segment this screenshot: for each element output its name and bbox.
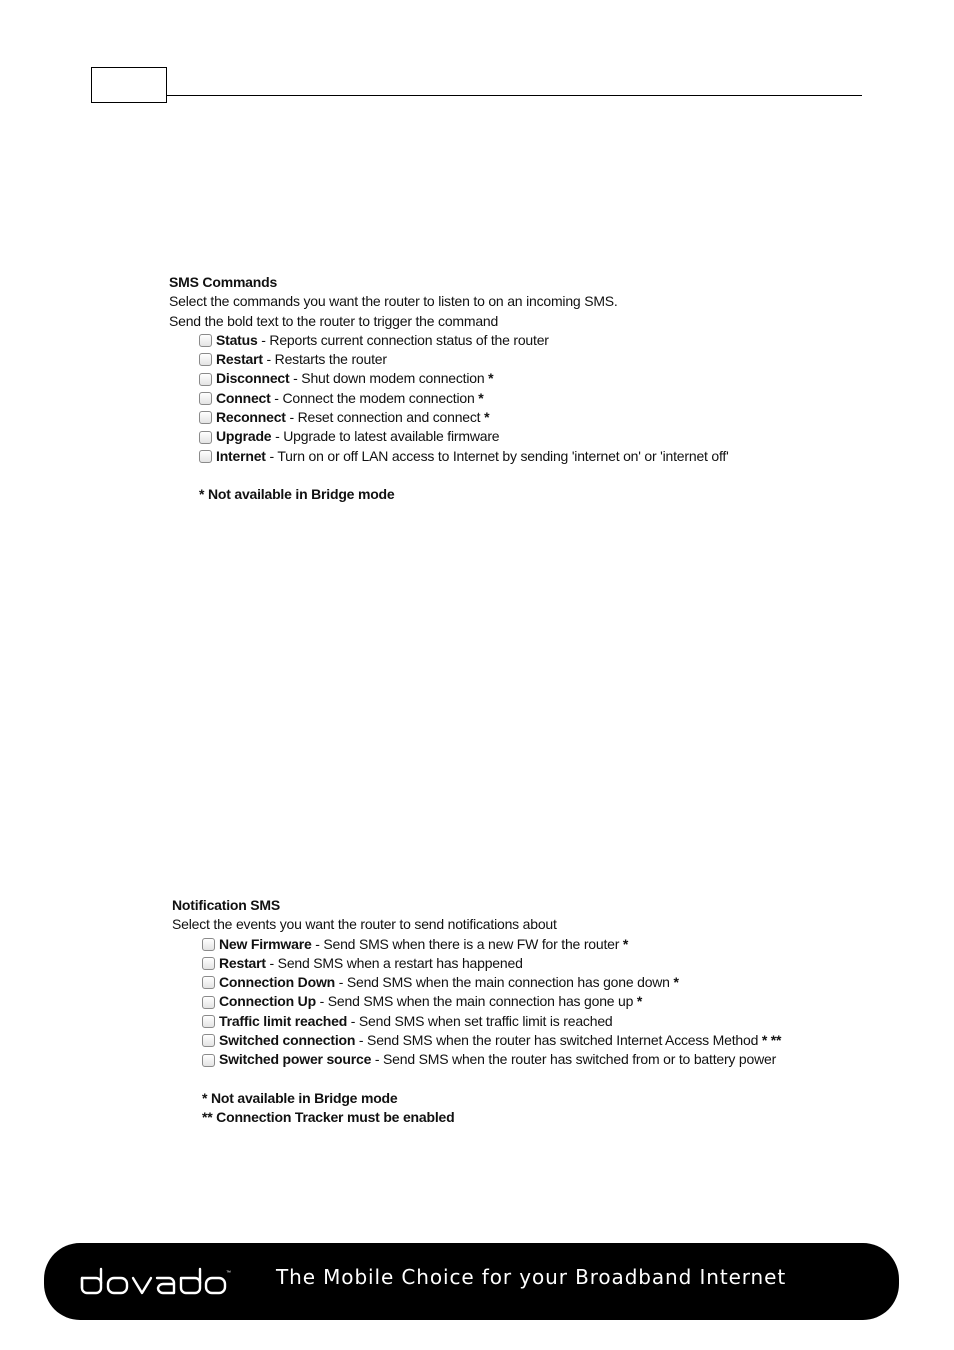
traffic-limit-checkbox[interactable] bbox=[202, 1015, 215, 1028]
notification-options-list bbox=[172, 935, 781, 1070]
disconnect-checkbox[interactable] bbox=[199, 373, 212, 386]
section-title: SMS Commands bbox=[169, 274, 278, 290]
option-description: - Reset connection and connect bbox=[285, 409, 485, 426]
notification-option-connection-up bbox=[202, 992, 781, 1011]
option-description: - Send SMS when set traffic limit is reached bbox=[347, 1012, 613, 1029]
option-name: Connect bbox=[216, 389, 271, 406]
status-checkbox[interactable] bbox=[199, 334, 212, 347]
connection-down-checkbox[interactable] bbox=[202, 976, 215, 989]
tagline: The Mobile Choice for your Broadband Internet bbox=[276, 1265, 787, 1289]
option-footnote-mark: * bbox=[488, 370, 494, 387]
new-firmware-checkbox[interactable] bbox=[202, 938, 215, 951]
command-option-connect bbox=[199, 389, 729, 408]
notification-option-switched-connection bbox=[202, 1031, 781, 1050]
option-description: - Send SMS when the main connection has gone up bbox=[315, 993, 637, 1010]
sms-commands-section bbox=[169, 273, 729, 505]
option-name: Upgrade bbox=[216, 428, 272, 445]
footnote-bridge-mode: * Not available in Bridge mode bbox=[199, 486, 395, 503]
option-footnote-mark: * bbox=[622, 935, 629, 952]
section-title: Notification SMS bbox=[172, 897, 281, 913]
option-description: - Reports current connection status of the router bbox=[257, 331, 549, 348]
notification-option-traffic-limit bbox=[202, 1012, 781, 1031]
footer-banner bbox=[44, 1243, 899, 1320]
notification-option-connection-down bbox=[202, 973, 781, 992]
option-name: Connection Up bbox=[219, 993, 316, 1010]
option-name: Restart bbox=[216, 351, 263, 368]
option-footnote-mark: * bbox=[636, 993, 643, 1010]
footnotes bbox=[169, 485, 729, 504]
option-description: - Send SMS when the main connection has gone down bbox=[335, 974, 674, 991]
option-description: - Upgrade to latest available firmware bbox=[271, 428, 500, 445]
option-footnote-mark: * bbox=[484, 409, 490, 426]
section-intro: Select the commands you want the router to listen to on an incoming SMS. bbox=[169, 293, 618, 310]
connect-checkbox[interactable] bbox=[199, 392, 212, 405]
svg-text:™: ™ bbox=[226, 1270, 231, 1276]
option-name: New Firmware bbox=[219, 935, 312, 952]
option-name: Traffic limit reached bbox=[219, 1012, 348, 1029]
option-name: Connection Down bbox=[219, 974, 335, 991]
internet-checkbox[interactable] bbox=[199, 450, 212, 463]
option-name: Switched connection bbox=[219, 1032, 356, 1049]
option-description: - Send SMS when the router has switched Internet Access Method bbox=[355, 1032, 762, 1049]
dovado-logo bbox=[78, 1258, 230, 1298]
connection-up-checkbox[interactable] bbox=[202, 996, 215, 1009]
option-description: - Restarts the router bbox=[262, 351, 387, 368]
upgrade-checkbox[interactable] bbox=[199, 431, 212, 444]
option-description: - Connect the modem connection bbox=[270, 389, 479, 406]
notification-option-switched-power-source bbox=[202, 1050, 781, 1069]
command-option-internet bbox=[199, 447, 729, 466]
page-number-box bbox=[91, 67, 167, 103]
command-option-status bbox=[199, 331, 729, 350]
section-intro: Select the events you want the router to send notifications about bbox=[172, 916, 557, 933]
option-footnote-mark: * ** bbox=[761, 1032, 782, 1049]
footnote-bridge-mode: * Not available in Bridge mode bbox=[202, 1089, 398, 1106]
header-rule bbox=[167, 95, 862, 96]
option-name: Disconnect bbox=[216, 370, 290, 387]
notification-option-new-firmware bbox=[202, 935, 781, 954]
option-name: Restart bbox=[219, 954, 266, 971]
command-option-upgrade bbox=[199, 427, 729, 446]
option-description: - Turn on or off LAN access to Internet by sending 'internet on' or 'internet off' bbox=[265, 447, 729, 464]
option-name: Status bbox=[216, 331, 258, 348]
footnote-connection-tracker: ** Connection Tracker must be enabled bbox=[202, 1109, 455, 1126]
option-footnote-mark: * bbox=[478, 389, 484, 406]
option-description: - Send SMS when the router has switched from or to battery power bbox=[371, 1051, 777, 1068]
option-description: - Send SMS when there is a new FW for the router bbox=[311, 935, 623, 952]
restart-notification-checkbox[interactable] bbox=[202, 957, 215, 970]
switched-power-source-checkbox[interactable] bbox=[202, 1054, 215, 1067]
command-option-reconnect bbox=[199, 408, 729, 427]
option-description: - Shut down modem connection bbox=[289, 370, 489, 387]
option-footnote-mark: * bbox=[673, 974, 679, 991]
option-name: Internet bbox=[216, 447, 266, 464]
option-description: - Send SMS when a restart has happened bbox=[265, 954, 523, 971]
notification-sms-section bbox=[172, 896, 781, 1128]
footnotes bbox=[172, 1089, 781, 1128]
restart-checkbox[interactable] bbox=[199, 353, 212, 366]
section-intro: Send the bold text to the router to trigger the command bbox=[169, 312, 499, 329]
switched-connection-checkbox[interactable] bbox=[202, 1034, 215, 1047]
reconnect-checkbox[interactable] bbox=[199, 411, 212, 424]
command-options-list bbox=[169, 331, 729, 466]
command-option-restart bbox=[199, 350, 729, 369]
notification-option-restart bbox=[202, 954, 781, 973]
option-name: Reconnect bbox=[216, 409, 286, 426]
option-name: Switched power source bbox=[219, 1051, 372, 1068]
command-option-disconnect bbox=[199, 369, 729, 388]
